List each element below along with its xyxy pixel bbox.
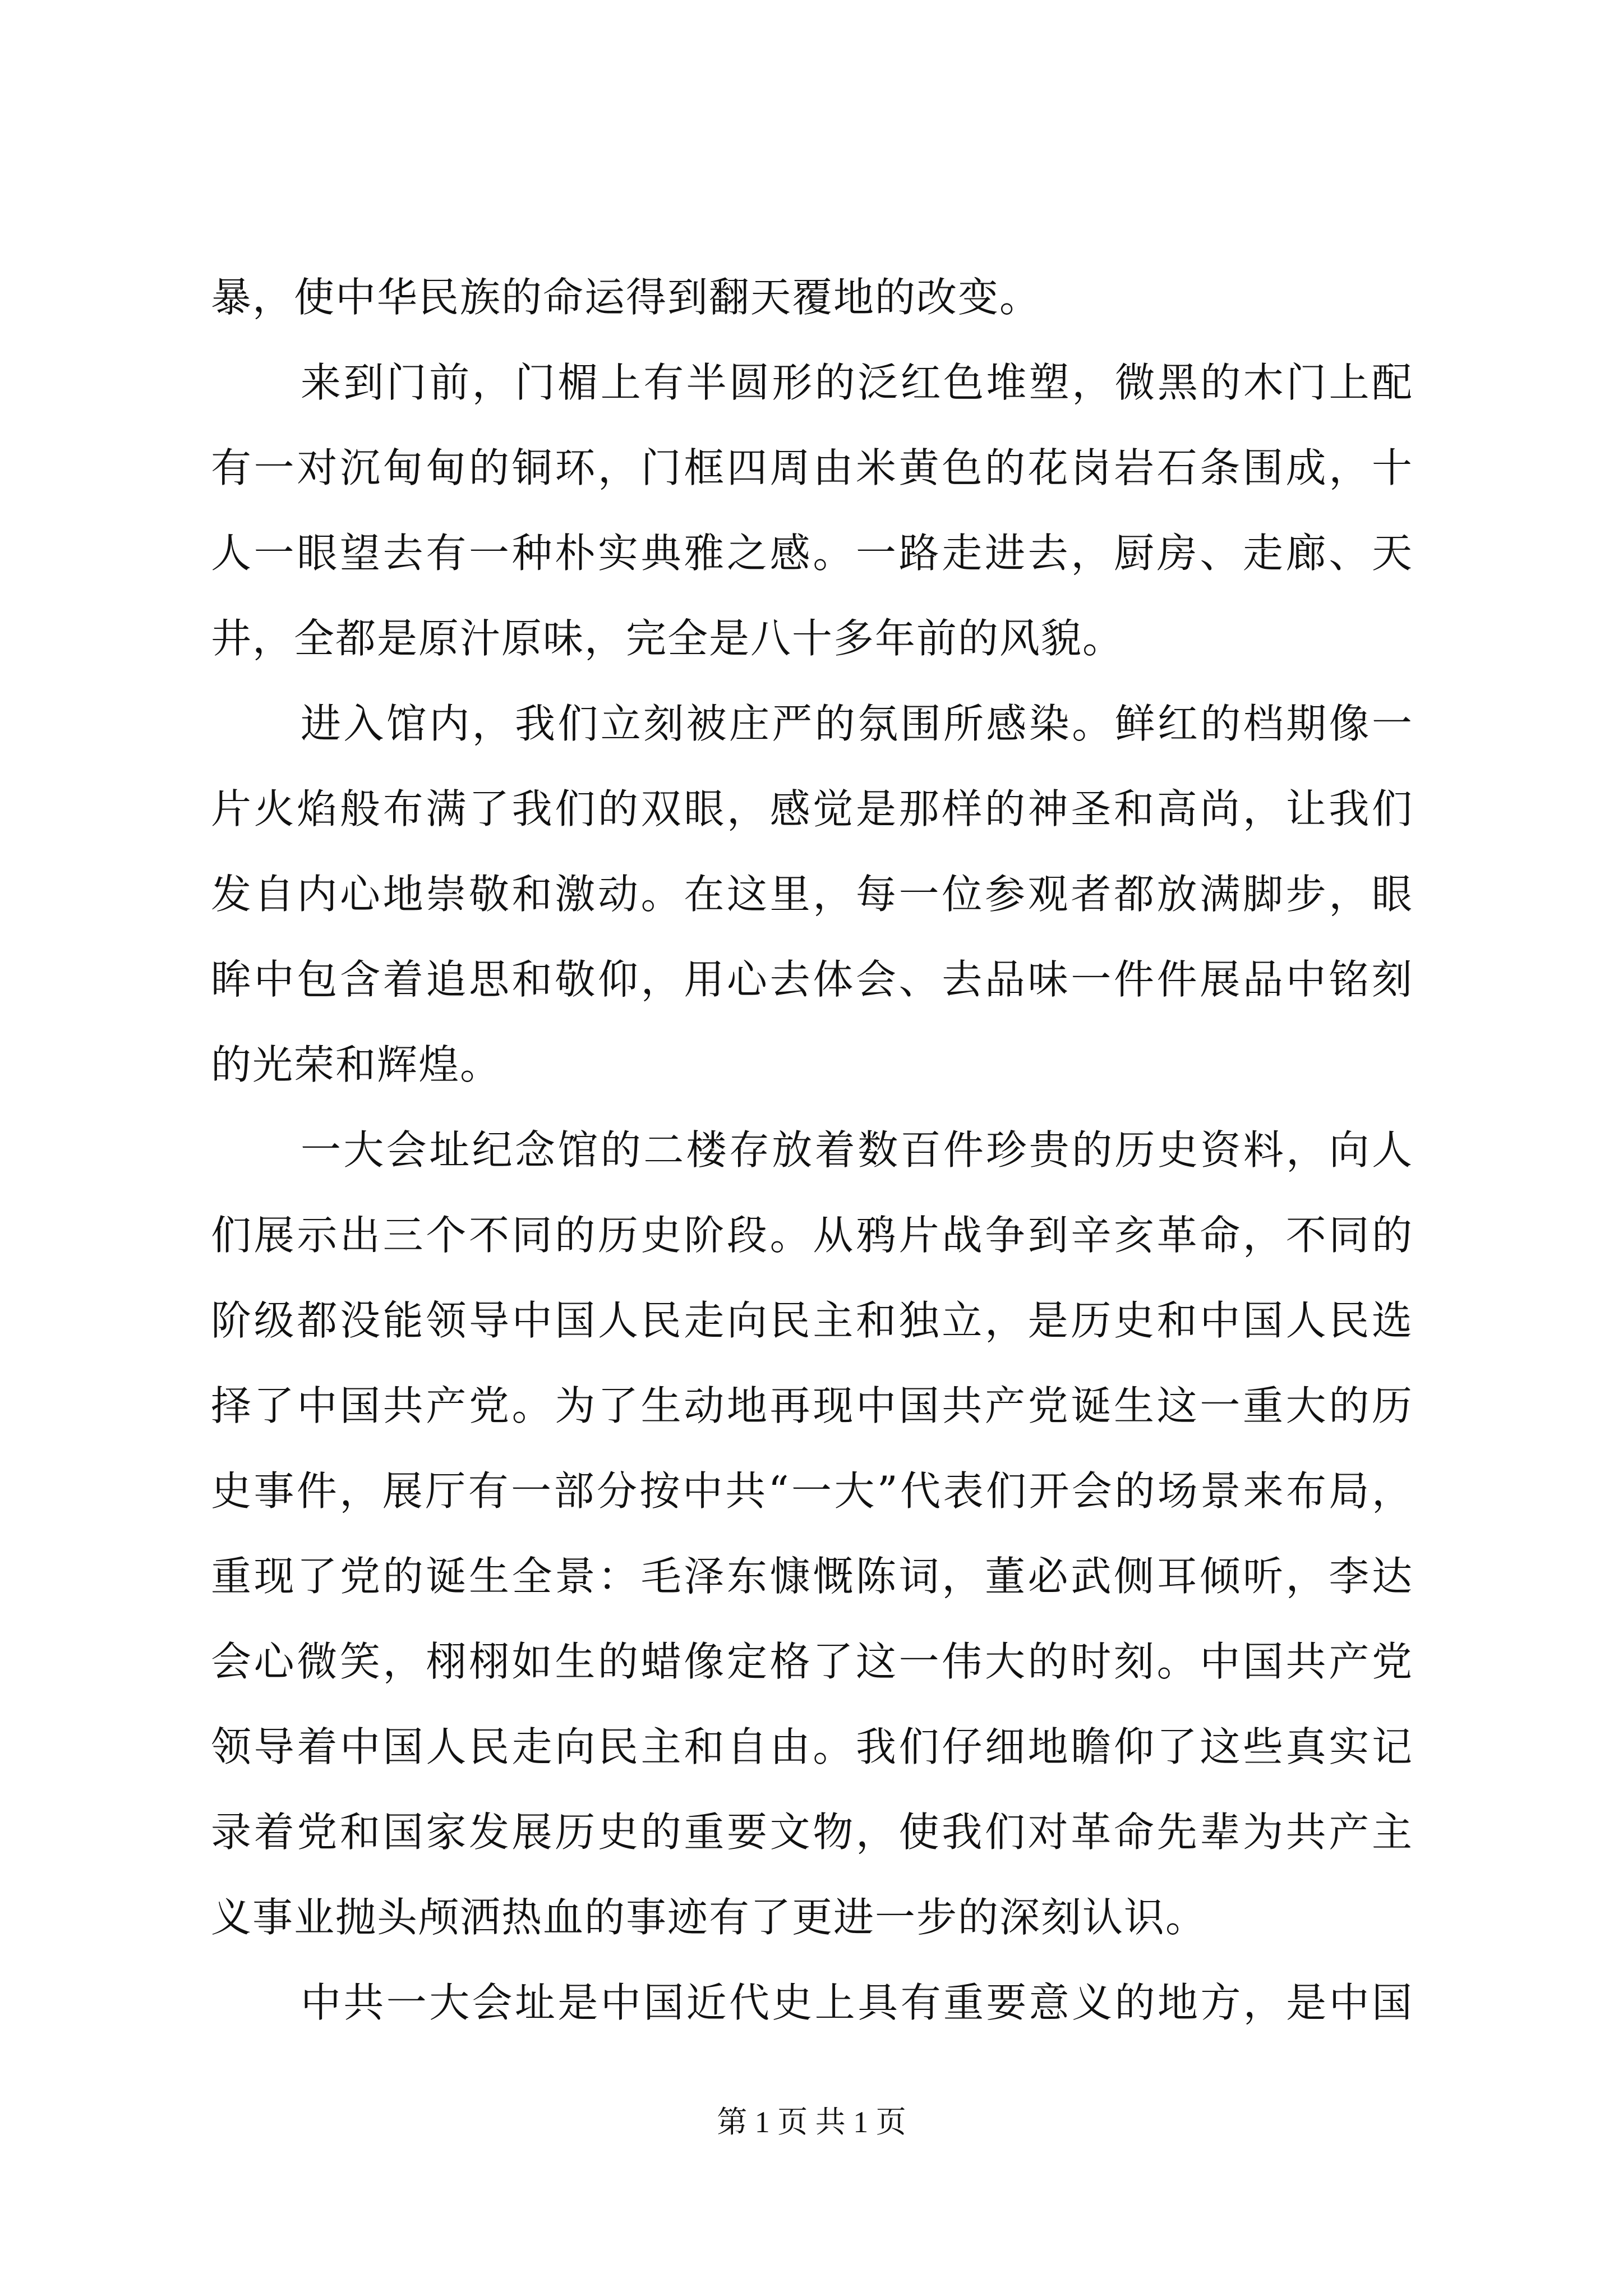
text-line: 们展示出三个不同的历史阶段。从鸦片战争到辛亥革命，不同的	[211, 1212, 1413, 1259]
text-line: 来到门前，门楣上有半圆形的泛红色堆塑，微黑的木门上配	[301, 359, 1413, 406]
text-line: 一大会址纪念馆的二楼存放着数百件珍贵的历史资料，向人	[301, 1126, 1413, 1174]
text-line: 暴，使中华民族的命运得到翻天覆地的改变。	[211, 274, 1041, 321]
text-line: 义事业抛头颅洒热血的事迹有了更进一步的深刻认识。	[211, 1894, 1207, 1941]
text-line: 的光荣和辉煌。	[211, 1041, 502, 1088]
text-line: 发自内心地崇敬和激动。在这里，每一位参观者都放满脚步，眼	[211, 871, 1413, 918]
text-line: 眸中包含着追思和敬仰，用心去体会、去品味一件件展品中铭刻	[211, 956, 1413, 1003]
text-line: 会心微笑，栩栩如生的蜡像定格了这一伟大的时刻。中国共产党	[211, 1638, 1413, 1685]
text-line: 领导着中国人民走向民主和自由。我们仔细地瞻仰了这些真实记	[211, 1723, 1413, 1770]
text-line: 井，全都是原汁原味，完全是八十多年前的风貌。	[211, 615, 1124, 662]
page-number-footer: 第 1 页 共 1 页	[717, 2105, 906, 2139]
text-line: 择了中国共产党。为了生动地再现中国共产党诞生这一重大的历	[211, 1382, 1413, 1429]
text-line: 阶级都没能领导中国人民走向民主和独立，是历史和中国人民选	[211, 1297, 1413, 1344]
text-line: 重现了党的诞生全景：毛泽东慷慨陈词，董必武侧耳倾听，李达	[211, 1553, 1413, 1600]
text-line: 有一对沉甸甸的铜环，门框四周由米黄色的花岗岩石条围成，十	[211, 444, 1413, 491]
text-line: 人一眼望去有一种朴实典雅之感。一路走进去，厨房、走廊、天	[211, 530, 1413, 577]
text-line: 史事件，展厅有一部分按中共“一大”代表们开会的场景来布局，	[211, 1467, 1413, 1515]
text-line: 中共一大会址是中国近代史上具有重要意义的地方，是中国	[301, 1979, 1413, 2026]
text-line: 进入馆内，我们立刻被庄严的氛围所感染。鲜红的档期像一	[301, 700, 1413, 747]
text-line: 录着党和国家发展历史的重要文物，使我们对革命先辈为共产主	[211, 1809, 1413, 1856]
text-line: 片火焰般布满了我们的双眼，感觉是那样的神圣和高尚，让我们	[211, 785, 1413, 832]
